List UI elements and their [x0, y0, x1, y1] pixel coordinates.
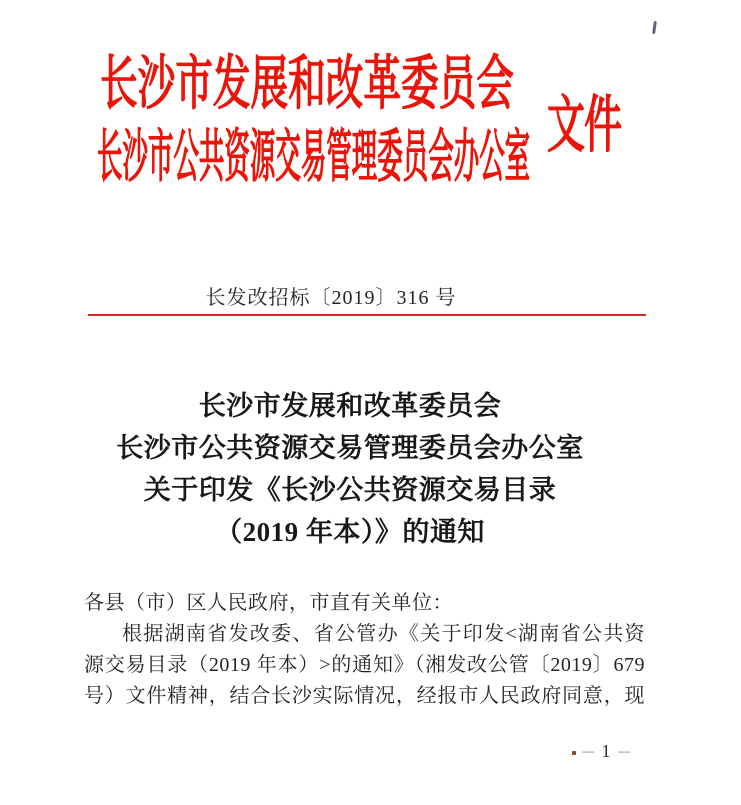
- ink-dot: [572, 751, 576, 755]
- salutation-line: 各县（市）区人民政府，市直有关单位：: [84, 592, 453, 614]
- title-line-2: 长沙市公共资源交易管理委员会办公室: [116, 433, 584, 463]
- scan-ink-speck: [652, 21, 657, 34]
- paragraph-line-3: 号）文件精神，结合长沙实际情况，经报市人民政府同意，现: [84, 685, 645, 707]
- paragraph-line-1: 根据湖南省发改委、省公管办《关于印发<湖南省公共资: [122, 623, 645, 645]
- title-line-4: （2019 年本）》的通知: [215, 517, 485, 547]
- letterhead-document-label: 文件: [547, 90, 622, 161]
- letterhead-org-line1: 长沙市发展和改革委员会: [100, 51, 514, 118]
- page-number: [572, 740, 628, 762]
- title-line-1: 长沙市发展和改革委员会: [198, 391, 502, 421]
- paragraph-line-2: 源交易目录（2019 年本）>的通知》（湘发改公管〔2019〕679: [84, 654, 645, 676]
- title-line-3: 关于印发《长沙公共资源交易目录: [143, 475, 557, 505]
- page-number-left-dash: –: [582, 741, 595, 760]
- red-divider-rule: [88, 314, 646, 316]
- page-number-right-dash: –: [617, 741, 630, 760]
- letterhead-org-line2: 长沙市公共资源交易管理委员会办公室: [97, 125, 531, 190]
- document-title: [70, 385, 630, 553]
- document-reference-number: 长发改招标〔2019〕316 号: [205, 287, 457, 309]
- document-body: [84, 588, 645, 712]
- page-number-value: 1: [601, 740, 611, 761]
